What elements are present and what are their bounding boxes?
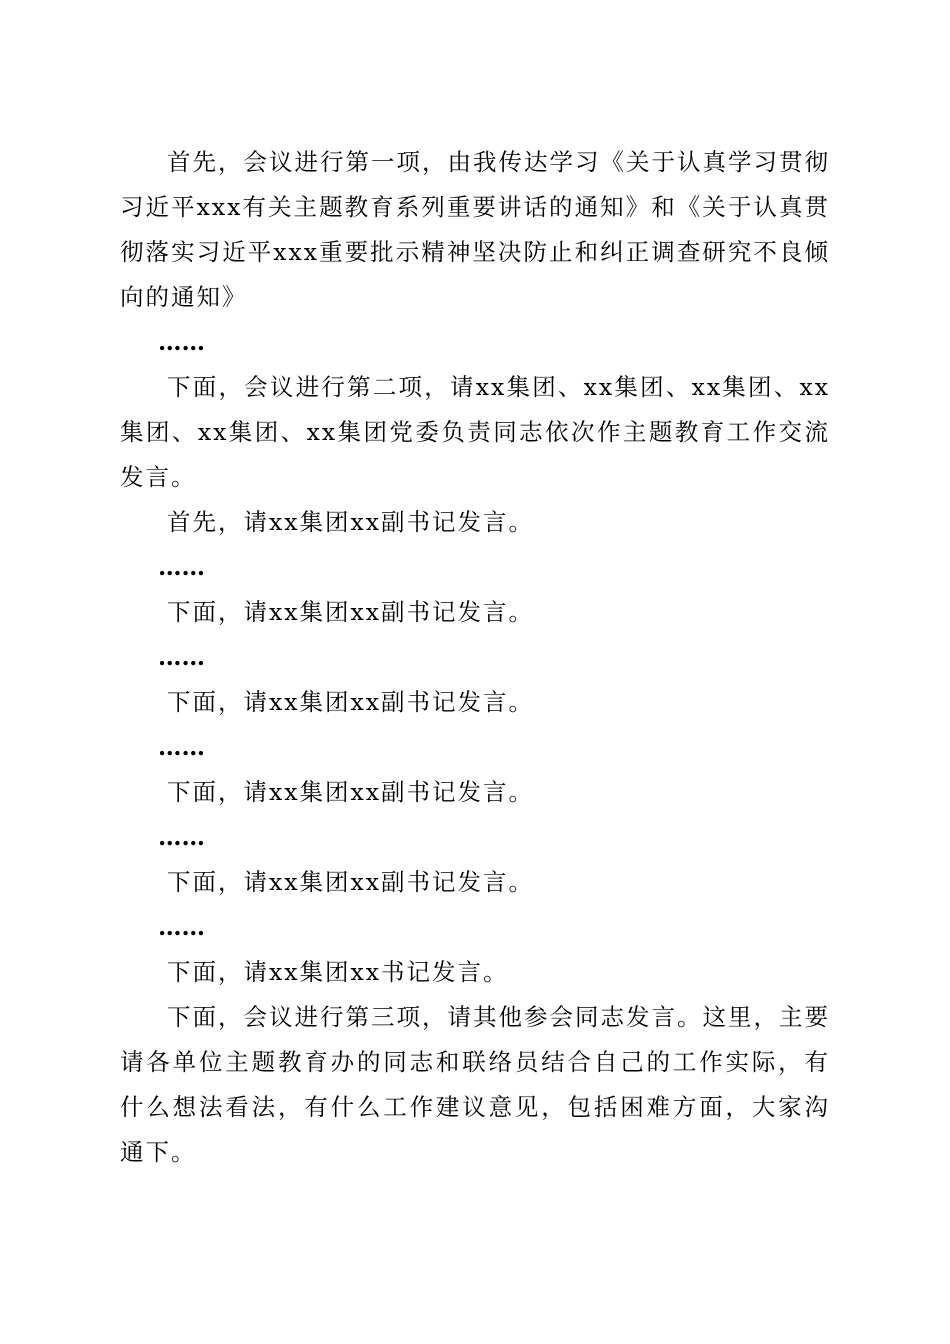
- ellipsis-line: ……: [158, 553, 205, 581]
- document-body: [120, 140, 830, 1175]
- ellipsis-line: ……: [158, 643, 205, 671]
- ellipsis-line: ……: [158, 328, 205, 356]
- paragraph-speaker: 下面，请xx集团xx副书记发言。: [167, 868, 535, 896]
- paragraph-speaker: 下面，请xx集团xx书记发言。: [167, 958, 509, 986]
- ellipsis-line: ……: [158, 913, 205, 941]
- paragraph-speaker: 下面，请xx集团xx副书记发言。: [167, 598, 535, 626]
- ellipsis-line: ……: [158, 823, 205, 851]
- paragraph-item-2: 下面，会议进行第二项，请xx集团、xx集团、xx集团、xx集团、xx集团、xx集团党委负责同志依次作主题教育工作交流发言。: [120, 373, 830, 491]
- paragraph-item-1: 首先，会议进行第一项，由我传达学习《关于认真学习贯彻习近平xxx有关主题教育系列重要讲话的通知》和《关于认真贯彻落实习近平xxx重要批示精神坚决防止和纠正调查研究不良倾向的通知》: [120, 148, 830, 311]
- paragraph-item-3: 下面，会议进行第三项，请其他参会同志发言。这里，主要请各单位主题教育办的同志和联络员结合自己的工作实际，有什么想法看法，有什么工作建议意见，包括困难方面，大家沟通下。: [120, 1003, 830, 1166]
- paragraph-speaker: 下面，请xx集团xx副书记发言。: [167, 778, 535, 806]
- ellipsis-line: ……: [158, 733, 205, 761]
- paragraph-speaker: 首先，请xx集团xx副书记发言。: [167, 508, 535, 536]
- paragraph-speaker: 下面，请xx集团xx副书记发言。: [167, 688, 535, 716]
